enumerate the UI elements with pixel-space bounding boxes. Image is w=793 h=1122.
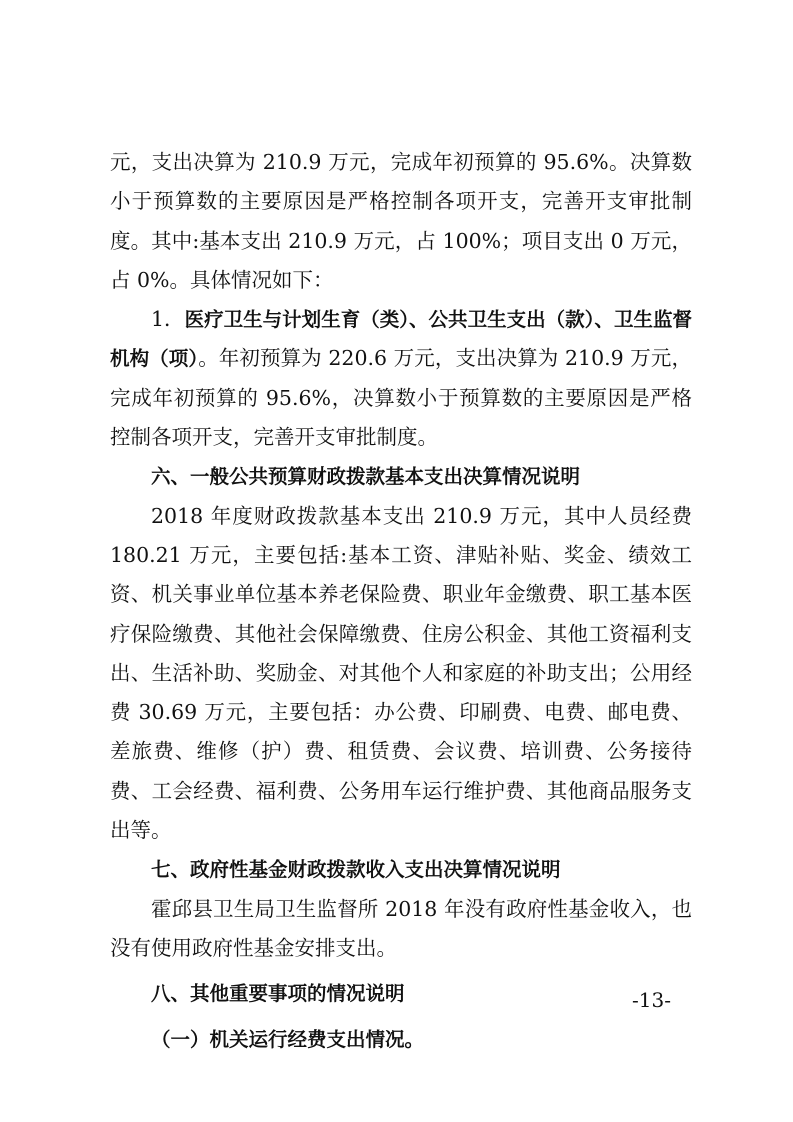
- paragraph-item-1: [110, 300, 692, 457]
- section-heading-7: 七、政府性基金财政拨款收入支出决算情况说明: [151, 858, 561, 882]
- item-1-category: 医疗卫生与计划生育（类）、公共卫生支出（款）、卫生监督机构（项）: [110, 308, 692, 371]
- paragraph-government-fund: 霍邱县卫生局卫生监督所 2018 年没有政府性基金收入，也没有使用政府性基金安排支出。: [110, 896, 692, 960]
- item-1-number: 1．: [151, 307, 185, 332]
- paragraph-expenditure-summary: 元，支出决算为 210.9 万元，完成年初预算的 95.6%。决算数小于预算数的主要原因是严格控制各项开支，完善开支审批制度。其中:基本支出 210.9 万元，占 100%；项目支出 0 万元，占 0%。具体情况如下：: [110, 150, 692, 292]
- document-body: [110, 143, 692, 1059]
- item-1-detail: 。年初预算为 220.6 万元，支出决算为 210.9 万元，完成年初预算的 95.6%，决算数小于预算数的主要原因是严格控制各项开支，完善开支审批制度。: [110, 346, 692, 450]
- paragraph-basic-expenditure: 2018 年度财政拨款基本支出 210.9 万元，其中人员经费 180.21 万元，主要包括:基本工资、津贴补贴、奖金、绩效工资、机关事业单位基本养老保险费、职业年金缴费、职工基本医疗保险缴费、其他社会保障缴费、住房公积金、其他工资福利支出、生活补助、奖励金、对其他个人和家庭的补助支出；公用经费 30.69 万元，主要包括：办公费、印刷费、电费、邮电费、差旅费、维修（护）费、租赁费、会议费、培训费、公务接待费、工会经费、福利费、公务用车运行维护费、其他商品服务支出等。: [110, 503, 692, 843]
- section-heading-6: 六、一般公共预算财政拨款基本支出决算情况说明: [151, 465, 581, 489]
- subsection-heading-8-1: （一）机关运行经费支出情况。: [151, 1027, 425, 1051]
- section-heading-8: 八、其他重要事项的情况说明: [151, 982, 405, 1006]
- page-number: -13-: [632, 988, 671, 1012]
